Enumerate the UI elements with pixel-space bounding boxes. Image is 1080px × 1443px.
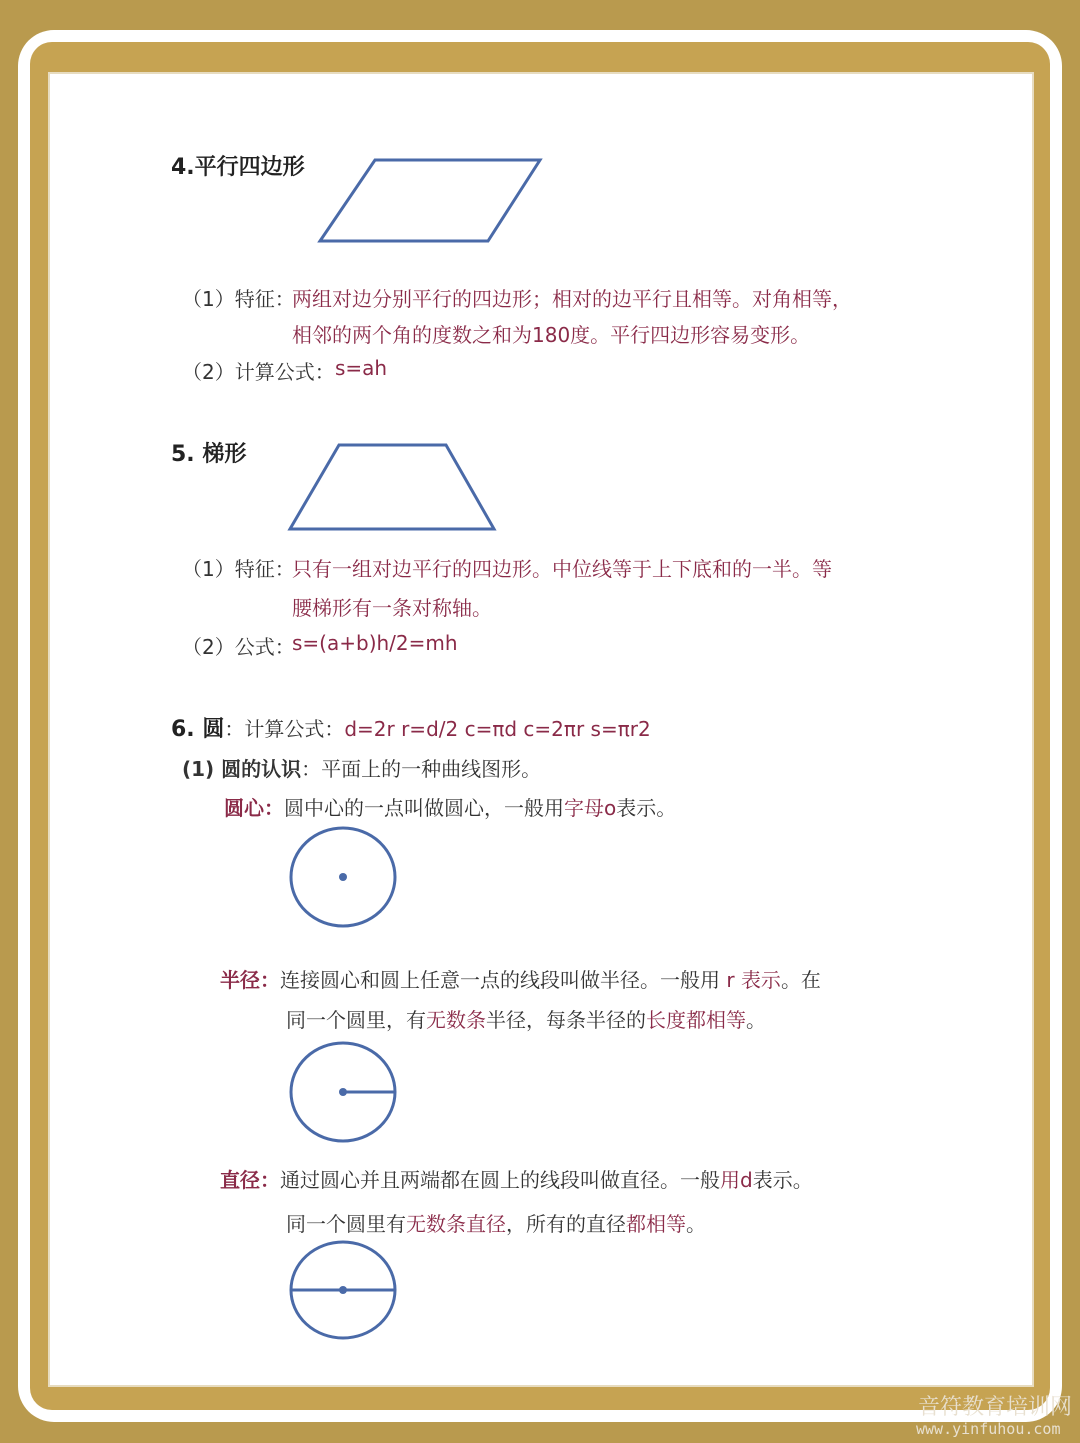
diameter-line2-a: 同一个圆里有: [286, 1212, 406, 1236]
center-label: 圆心：: [224, 796, 284, 820]
diameter-line2-d: 都相等: [626, 1212, 686, 1236]
radius-definition-line2: [286, 1004, 766, 1033]
section-6-title: 6. 圆: [171, 717, 225, 742]
radius-label: 半径：: [220, 968, 280, 992]
s6-recognition-label: (1) 圆的认识: [182, 757, 302, 781]
circle-diameter-figure: [288, 1240, 398, 1344]
s6-recognition-text: ：平面上的一种曲线图形。: [301, 757, 542, 781]
circle-center-figure: [288, 825, 398, 929]
s4-formula-label: （2）计算公式：: [182, 360, 335, 384]
section-5-title: 5. 梯形: [171, 442, 247, 467]
diameter-definition-line2: [286, 1208, 706, 1237]
section-6-heading: [171, 712, 651, 743]
parallelogram-figure: [310, 152, 550, 252]
radius-line1-b: r 表示: [720, 968, 781, 992]
diameter-line2-b: 无数条直径: [406, 1212, 506, 1236]
s4-feature-line2: 相邻的两个角的度数之和为180度。平行四边形容易变形。: [292, 323, 811, 347]
center-definition: [224, 792, 676, 821]
diameter-line1-a: 通过圆心并且两端都在圆上的线段叫做直径。一般: [280, 1168, 720, 1192]
s6-recognition: [182, 753, 541, 782]
diameter-line2-c: ，所有的直径: [506, 1212, 626, 1236]
radius-line2-a: 同一个圆里，有: [286, 1008, 426, 1032]
radius-line2-b: 无数条: [426, 1008, 486, 1032]
circle-radius-figure: [288, 1040, 400, 1144]
s6-formula-label: ：计算公式：: [224, 717, 345, 741]
radius-line2-c: 半径，每条半径的: [486, 1008, 646, 1032]
s6-formula-value: d=2r r=d/2 c=πd c=2πr s=πr2: [344, 717, 651, 741]
s5-feature-line1: 只有一组对边平行的四边形。中位线等于上下底和的一半。等: [292, 557, 832, 581]
diameter-definition-line1: [220, 1164, 813, 1193]
s4-feature-label: （1）特征：: [182, 287, 295, 311]
radius-line2-e: 。: [746, 1008, 766, 1032]
center-text-a: 圆中心的一点叫做圆心，一般用: [284, 796, 564, 820]
diameter-label: 直径：: [220, 1168, 280, 1192]
diameter-line1-c: 表示。: [752, 1168, 813, 1192]
diameter-line1-b: 用d: [720, 1168, 753, 1192]
diameter-line2-e: 。: [686, 1212, 706, 1236]
watermark-site-name: 音符教育培训网: [918, 1395, 1073, 1420]
s4-feature-line1: 两组对边分别平行的四边形；相对的边平行且相等。对角相等，: [292, 287, 852, 311]
s5-formula-value: s=(a+b)h/2=mh: [292, 631, 458, 655]
radius-line2-d: 长度都相等: [646, 1008, 746, 1032]
radius-line1-a: 连接圆心和圆上任意一点的线段叫做半径。一般用: [280, 968, 720, 992]
radius-line1-c: 。在: [780, 968, 821, 992]
s4-formula-value: s=ah: [335, 356, 388, 380]
center-text-c: 表示。: [616, 796, 677, 820]
s5-feature-line2: 腰梯形有一条对称轴。: [292, 596, 492, 620]
center-text-b: 字母o: [564, 796, 617, 820]
watermark-url: www.yinfuhou.com: [916, 1420, 1061, 1438]
section-4-title: 4.平行四边形: [171, 155, 305, 180]
trapezoid-figure: [282, 436, 502, 538]
radius-definition-line1: [220, 964, 821, 993]
s5-formula-label: （2）公式：: [182, 635, 295, 659]
s5-feature-label: （1）特征：: [182, 557, 295, 581]
